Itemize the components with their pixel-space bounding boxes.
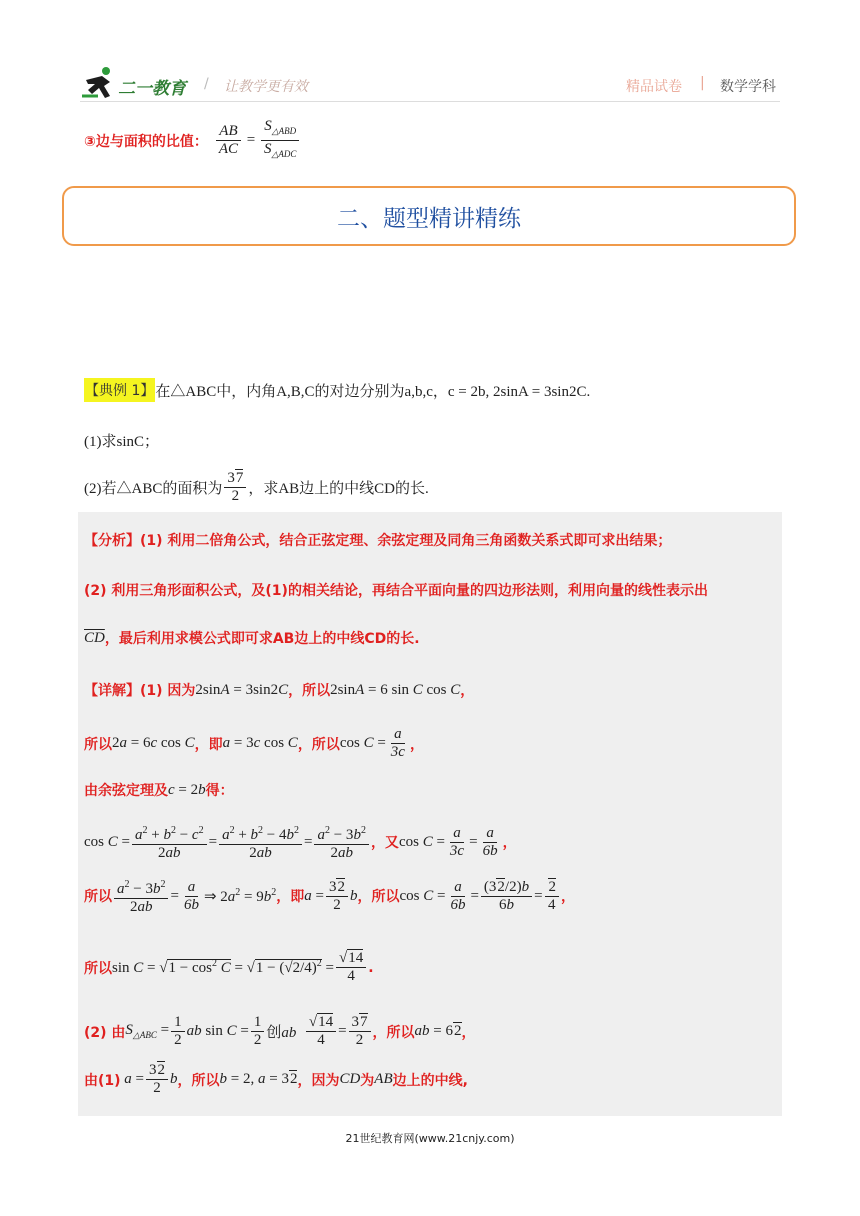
detail-line-6: 所以 $\sin C = √1 - \cos^2 C = √1 - (√2/4)^2$ = $\frac{√14}{4}$ . [84,950,374,984]
d1b: ，所以 [288,683,331,699]
ratio-line: ③边与面积的比值： $\frac{AB}{AC}$ = $\frac{S_{\triangle ABD}}{S_{\triangle ADC}}$ [84,118,301,163]
example-tag: 【典例 1】 [84,378,155,402]
header-right-1: 精品试卷 [626,79,682,95]
detail-line-4: cos C = $\frac{a^2 + b^2 - c^2}{2ab}$ = $\frac{a^2 + b^2 - 4b^2}{2ab}$ = $\frac{a^2 - 3b^2}{2ab}$ ，又 cos C = $\frac{a}{3c}$ = $\frac{a}{6b}$ ， [84,822,517,862]
q2-pre: (2)若△ABC的面积为 [84,481,223,497]
analysis-line-2 [84,580,708,600]
example-stem-text: 在△ABC中，内角A,B,C的对边分别为a,b,c，c = 2b, 2sinA = 3sin2C. [155,383,591,400]
analysis-1: 【分析】(1) 利用二倍角公式，结合正弦定理、余弦定理及同角三角函数关系式即可求出结果； [84,533,672,549]
q2-post: ，求AB边上的中线CD的长. [248,481,429,497]
header [80,66,780,102]
header-right-2: 数学学科 [720,79,776,95]
d8d: 为 [360,1072,375,1089]
detail-tag: 【详解】 [84,683,140,699]
analysis-2: (2) 利用三角形面积公式，及(1)的相关结论，再结合平面向量的四边形法则，利用向量的线性表示出 [84,583,708,599]
d5b: ，即 [276,889,305,905]
d8b: ，所以 [177,1072,220,1089]
d2c: ，所以 [297,736,340,753]
detail-line-7: (2) 由 $S_{\triangle ABC}$ = $\frac{1}{2}$ ab sin C = $\frac{1}{2}$ 创ab $\frac{√14}{4}$ = $\frac{37}{2}$ ，所以 ab = 62 ， [84,1014,476,1048]
d7b: ，所以 [372,1024,415,1041]
d3: 由余弦定理及 [84,783,168,799]
q1-text: (1)求sinC； [84,434,160,450]
d7a: (2) 由 [84,1024,126,1041]
d8a: 由(1) [84,1072,121,1089]
d5a: 所以 [84,889,112,905]
detail-line-8: 由(1) a = $\frac{32}{2}$ b ，所以 b = 2, a = 32 ，因为 CD 为 AB 边上的中线, [84,1062,468,1096]
footer: 21世纪教育网(www.21cnjy.com) [345,1132,515,1145]
section-title-box [62,186,796,246]
d2a: 所以 [84,736,112,753]
header-divider: / [204,76,209,92]
analysis-line-3: $\overline{CD}$ ，最后利用求模公式即可求AB边上的中线CD的长. [84,629,420,647]
runner-logo-icon [80,66,120,100]
analysis-line-1 [84,530,671,550]
detail-line-3: 由余弦定理及 c = 2b 得： [84,781,234,799]
d1a: (1) 因为 [140,683,196,699]
detail-line-5: 所以 $\frac{a^2 - 3b^2}{2ab}$ = $\frac{a}{6b}$ ⇒ $2a^2 = 9b^2$ ，即 a = $\frac{32}{2}$ b ，所以 cos C = $\frac{a}{6b}$ = $\frac{(32/2)b}{6b}$ = $\frac{2}{4}$ ， [84,876,575,916]
slogan: 让教学更有效 [224,79,308,95]
section-title: 二、题型精讲精练 [337,205,521,232]
question-2: (2)若△ABC的面积为 $\frac{37}{2}$ ，求AB边上的中线CD的长. [84,470,429,504]
d6: 所以 [84,960,112,977]
d8c: ，因为 [297,1072,340,1089]
question-1 [84,430,159,451]
d8e: 边上的中线, [392,1072,468,1089]
analysis-3: ，最后利用求模公式即可求AB边上的中线CD的长. [104,631,420,647]
detail-line-1: 【详解】 (1) 因为 2sinA = 3sin2C ，所以 2sinA = 6 sin C cos C ， [84,681,475,699]
d5c: ，所以 [357,889,400,905]
d2b: ，即 [194,736,223,753]
logo-text: 二一教育 [118,79,186,99]
header-rule [80,101,780,102]
example-stem [84,378,590,402]
ratio-label: ③边与面积的比值： [84,133,208,150]
d3b: 得： [205,783,234,799]
header-right-sep: | [700,75,705,91]
detail-line-2: 所以 2a = 6c cos C ，即 a = 3c cos C ，所以 cos C = $\frac{a}{3c}$ ， [84,726,424,760]
d4: ，又 [370,835,399,851]
